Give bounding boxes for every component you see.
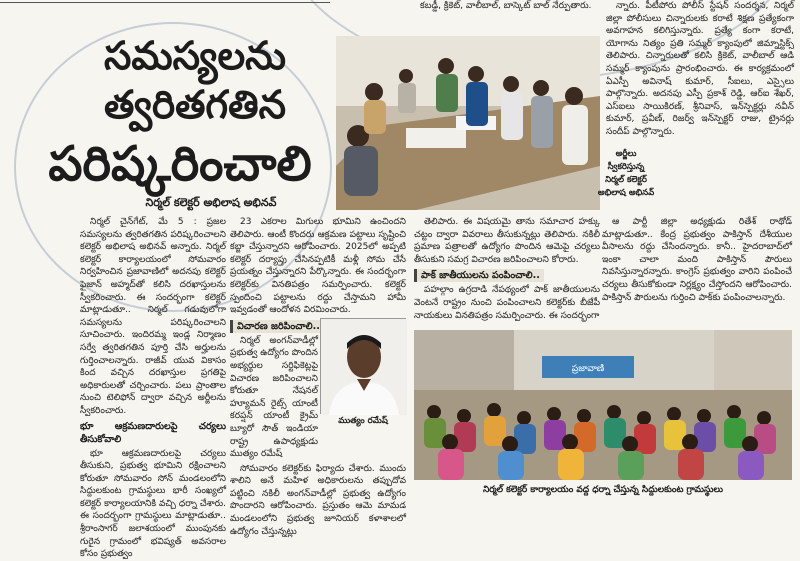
- col3-paragraph2: పహల్గాం ఉగ్రదాడి నేపథ్యంలో పాక్‌ జాతీయులను వెంటనే రాష్ట్రం నుంచి పంపించాలని కలెక్టర్‌కు బీజేపీ నాయకులు వినతిపత్రం సమర్పించారు. ఈ సందర్భంగా: [414, 285, 600, 321]
- person-photo-illustration: [321, 319, 407, 415]
- collector-photo: [336, 36, 600, 210]
- person-photo: [320, 318, 406, 414]
- col1-paragraph1: నిర్మల్‌ చైన్‌గేట్‌, మే 5 : ప్రజల సమస్యలను త్వరితగతిన పరిష్కరించాలని కలెక్టర్‌ అభిలాష అభినవ్‌ అన్నారు. నిర్మల్‌ కలెక్టర్‌ కార్యాలయంలో సోమవారం నిర్వహించిన ప్రజావాణిలో అదనపు కలెక్టర్‌ ఫైజాన్‌ అహ్మద్‌తో కలిసి దరఖాస్తులను స్వీకరించారు. ఈ సందర్భంగా కలెక్టర్‌ మాట్లాడుతూ.. నిర్మల్‌ గడువులోగా సమస్యలను పరిష్కరించాలని సూచించారు. ఇందిరమ్మ ఇండ్ల నిర్మాణం సర్వే త్వరితగతిన పూర్తి చేసి అర్హులను గుర్తించాలన్నారు. రాజీవ్‌ యువ వికాసం కింద వచ్చిన దరఖాస్తుల ప్రగతిపై అధికారులతో చర్చించారు. పలు ప్రాంతాల నుంచి టెలిఫోన్‌ ద్వారా వచ్చిన అర్జీలను స్వీకరించారు.: [80, 217, 226, 416]
- col1-paragraph2: భూ ఆక్రమణదారులపై చర్యలు తీసుకుని, ప్రభుత్వ భూమిని రక్షించాలని కోరుతూ సోమవారం సోన్‌ మండలంలోని సిద్దులకుంట గ్రామస్థులు భారీ సంఖ్యలో కలెక్టర్‌ కార్యాలయానికి వచ్చి ధర్నా చేశారు. ఈ సందర్భంగా గ్రామస్థులు మాట్లాడుతూ.. శ్రీరాంసాగర్‌ జలాశయంలో ముంపునకు గురైన గ్రామంలో భవిష్యత్‌ అవసరాల కోసం ప్రభుత్వం: [80, 448, 226, 560]
- collector-photo-caption: [586, 148, 666, 200]
- top-right-column: [420, 0, 610, 36]
- protest-photo-caption: నిర్మల్‌ కలెక్టర్‌ కార్యాలయం వద్ద ధర్నా చేస్తున్న సిద్దులకుంట గ్రామస్థులు: [482, 485, 723, 495]
- headline-line1: సమస్యలను: [104, 34, 286, 79]
- col2-paragraph1: 23 ఎకరాల మిగులు భూమిని ఉంచిందని తెలిపారు. ఆంటీ కొందరు ఆక్రమణ పట్టాలు సృష్టించి కబ్జా చేస్తున్నారని ఆరోపించారు. 2025లో అప్పటి కలెక్టర్‌ దర్యాప్తు చేసినప్పటికీ మళ్లీ సోమ చేసే ప్రయత్నం చేస్తున్నారని పేర్కొన్నారు. ఈ సందర్భంగా కలెక్టర్‌కు వినతిపత్రం సమర్పించారు. కలెక్టర్‌ స్పందించి పట్టాలను రద్దు చేస్తామని హామీ ఇవ్వడంతో ఆందోళన విరమించారు.: [230, 217, 406, 316]
- top-divider: [0, 0, 330, 3]
- person-photo-caption: ముత్యం రమేష్‌: [338, 416, 388, 426]
- article-column-1: [80, 216, 226, 560]
- protest-photo-illustration: [414, 330, 792, 480]
- caption-line4: అభిలాష అభినవ్‌: [597, 188, 655, 198]
- caption-line1: అర్జీలు: [615, 149, 637, 159]
- top-right-text2: న్నారు. పీటీపోరు పోలీస్‌ స్టేషన్‌ సందర్శన, నిర్మల్‌ జిల్లా పోలీసులు చిన్నారులకు కరాటే శిక్షణ ప్రత్యేకంగా అవగాహన కలిగిస్తున్నారు. ప్రత్యే కంగా కరాటే, యోగాను నిత్యం ప్రతి సమ్మర్‌ క్యాంపులో జిమ్నాస్టిక్స్‌ తెలిపారు. చిన్నారులతో కలిసి క్రికెట్‌, వాలీబాల్‌ ఆడి సమ్మర్‌ క్యాంపును ప్రారంభించారు. ఈ కార్యక్రమంలో ఏఎస్పీ అవినాష్‌ కుమార్‌, సీఐలు, ఎస్సైలు పాల్గొన్నారు. అదనపు ఎస్పీ ప్రకాశ్‌ రెడ్డి, ఆర్‌ఐ శేఖర్‌, ఎస్‌ఐలు సాయికిరణ్‌, శ్రీనివాస్‌, ఇన్‌స్పెక్టర్లు నవీన్‌ కుమార్‌, ప్రవీణ్‌, రిజర్వ్‌ ఇన్‌స్పెక్టర్‌ రాజు, ట్రైనర్లు సందీప్‌ పాల్గొన్నారు.: [606, 1, 794, 137]
- col2-paragraph3: సోమవారం కలెక్టర్‌కు ఫిర్యాదు చేశారు. ముందు శాలిని అనే మహిళ అధికారులను తప్పుదోవ పట్టించి నకిలీ అంగన్‌వాడీల్లో ప్రభుత్వ ఉద్యోగం పొందారని ఆరోపించారు. ప్రస్తుతం ఆమె మామడ మండలంలోని ప్రభుత్వ జూనియర్‌ కళాశాలలో ఉద్యోగం చేస్తున్నట్లు: [230, 463, 406, 537]
- caption-line2: స్వీకరిస్తున్న: [607, 162, 645, 172]
- col2-subhead: విచారణ జరిపించాలి..: [230, 320, 324, 333]
- col1-subhead: భూ ఆక్రమణదారులపై చర్యలు తీసుకోవాలి: [80, 420, 226, 445]
- byline: నిర్మల్‌ కలెక్టర్‌ అభిలాష అభినవ్‌: [145, 196, 277, 209]
- col3-paragraph1: తెలిపారు. ఈ విషయమై తాను సమాచార హక్కు చట్టం ద్వారా వివరాలు తీసుకున్నట్లు తెలిపారు. నకిలీ ప్రమాణ పత్రాలతో ఉద్యోగం పొందిన ఆమెపై చర్యలు తీసుకుని సమగ్ర విచారణ జరిపించాలని కోరారు.: [414, 217, 600, 265]
- headline: [48, 34, 330, 196]
- top-right-text1: కబడ్డీ, క్రికెట్‌, వాలీబాల్‌, బాస్కెట్‌ బాల్‌ నేర్పుతారు.: [420, 1, 592, 11]
- protest-banner-text: ప్రజావాణి: [571, 364, 605, 374]
- col3-subhead: పాక్‌ జాతీయులను పంపించాలి..: [414, 269, 544, 282]
- headline-line2: త్వరితగతిన: [103, 83, 287, 128]
- col2-inset-text: [230, 335, 318, 461]
- caption-line3: నిర్మల్‌ కలెక్టర్‌: [605, 175, 647, 185]
- article-column-4: [602, 216, 792, 326]
- protest-photo: [414, 330, 792, 480]
- collector-photo-illustration: [336, 36, 600, 210]
- article-column-3: [414, 216, 600, 326]
- col2-paragraph2: నిర్మల్‌ అంగన్‌వాడీల్లో ప్రభుత్వ ఉద్యోగం పొందిన అభ్యర్థుల సర్టిఫికెట్లపై విచారణ జరిపించాలని కోరుతూ నేషనల్‌ హ్యూమన్‌ రైట్స్‌ యాంటీ కరప్షన్‌ యాంటీ క్రైమ్‌ బ్యూరో సౌత్‌ ఇండియా రాష్ట్ర ఉపాధ్యక్షుడు ముత్యం రమేష్‌: [230, 335, 318, 460]
- col4-paragraph1: ఆ పార్టీ జిల్లా అధ్యక్షుడు రితేశ్‌ రాథోడ్‌ మాట్లాడుతూ.. కేంద్ర ప్రభుత్వం పాకిస్తాన్‌ దేశీయుల వీసాలను రద్దు చేసిందన్నారు. కానీ.. హైదరాబాద్‌లో ఇంకా చాలా మంది పాకిస్తాన్‌ పౌరులు నివసిస్తున్నారన్నారు. కాంగ్రెస్‌ ప్రభుత్వం వారిని పంపించే చర్యలు తీసుకోకుండా నిర్లక్ష్యం చేస్తోందని ఆరోపించారు. పాకిస్తాన్‌ పౌరులను గుర్తించి పాక్‌కు పంపించాలన్నారు.: [602, 217, 792, 303]
- headline-line3: పరిష్కరించాలి: [48, 136, 312, 192]
- right-sidebar-column: [606, 0, 794, 146]
